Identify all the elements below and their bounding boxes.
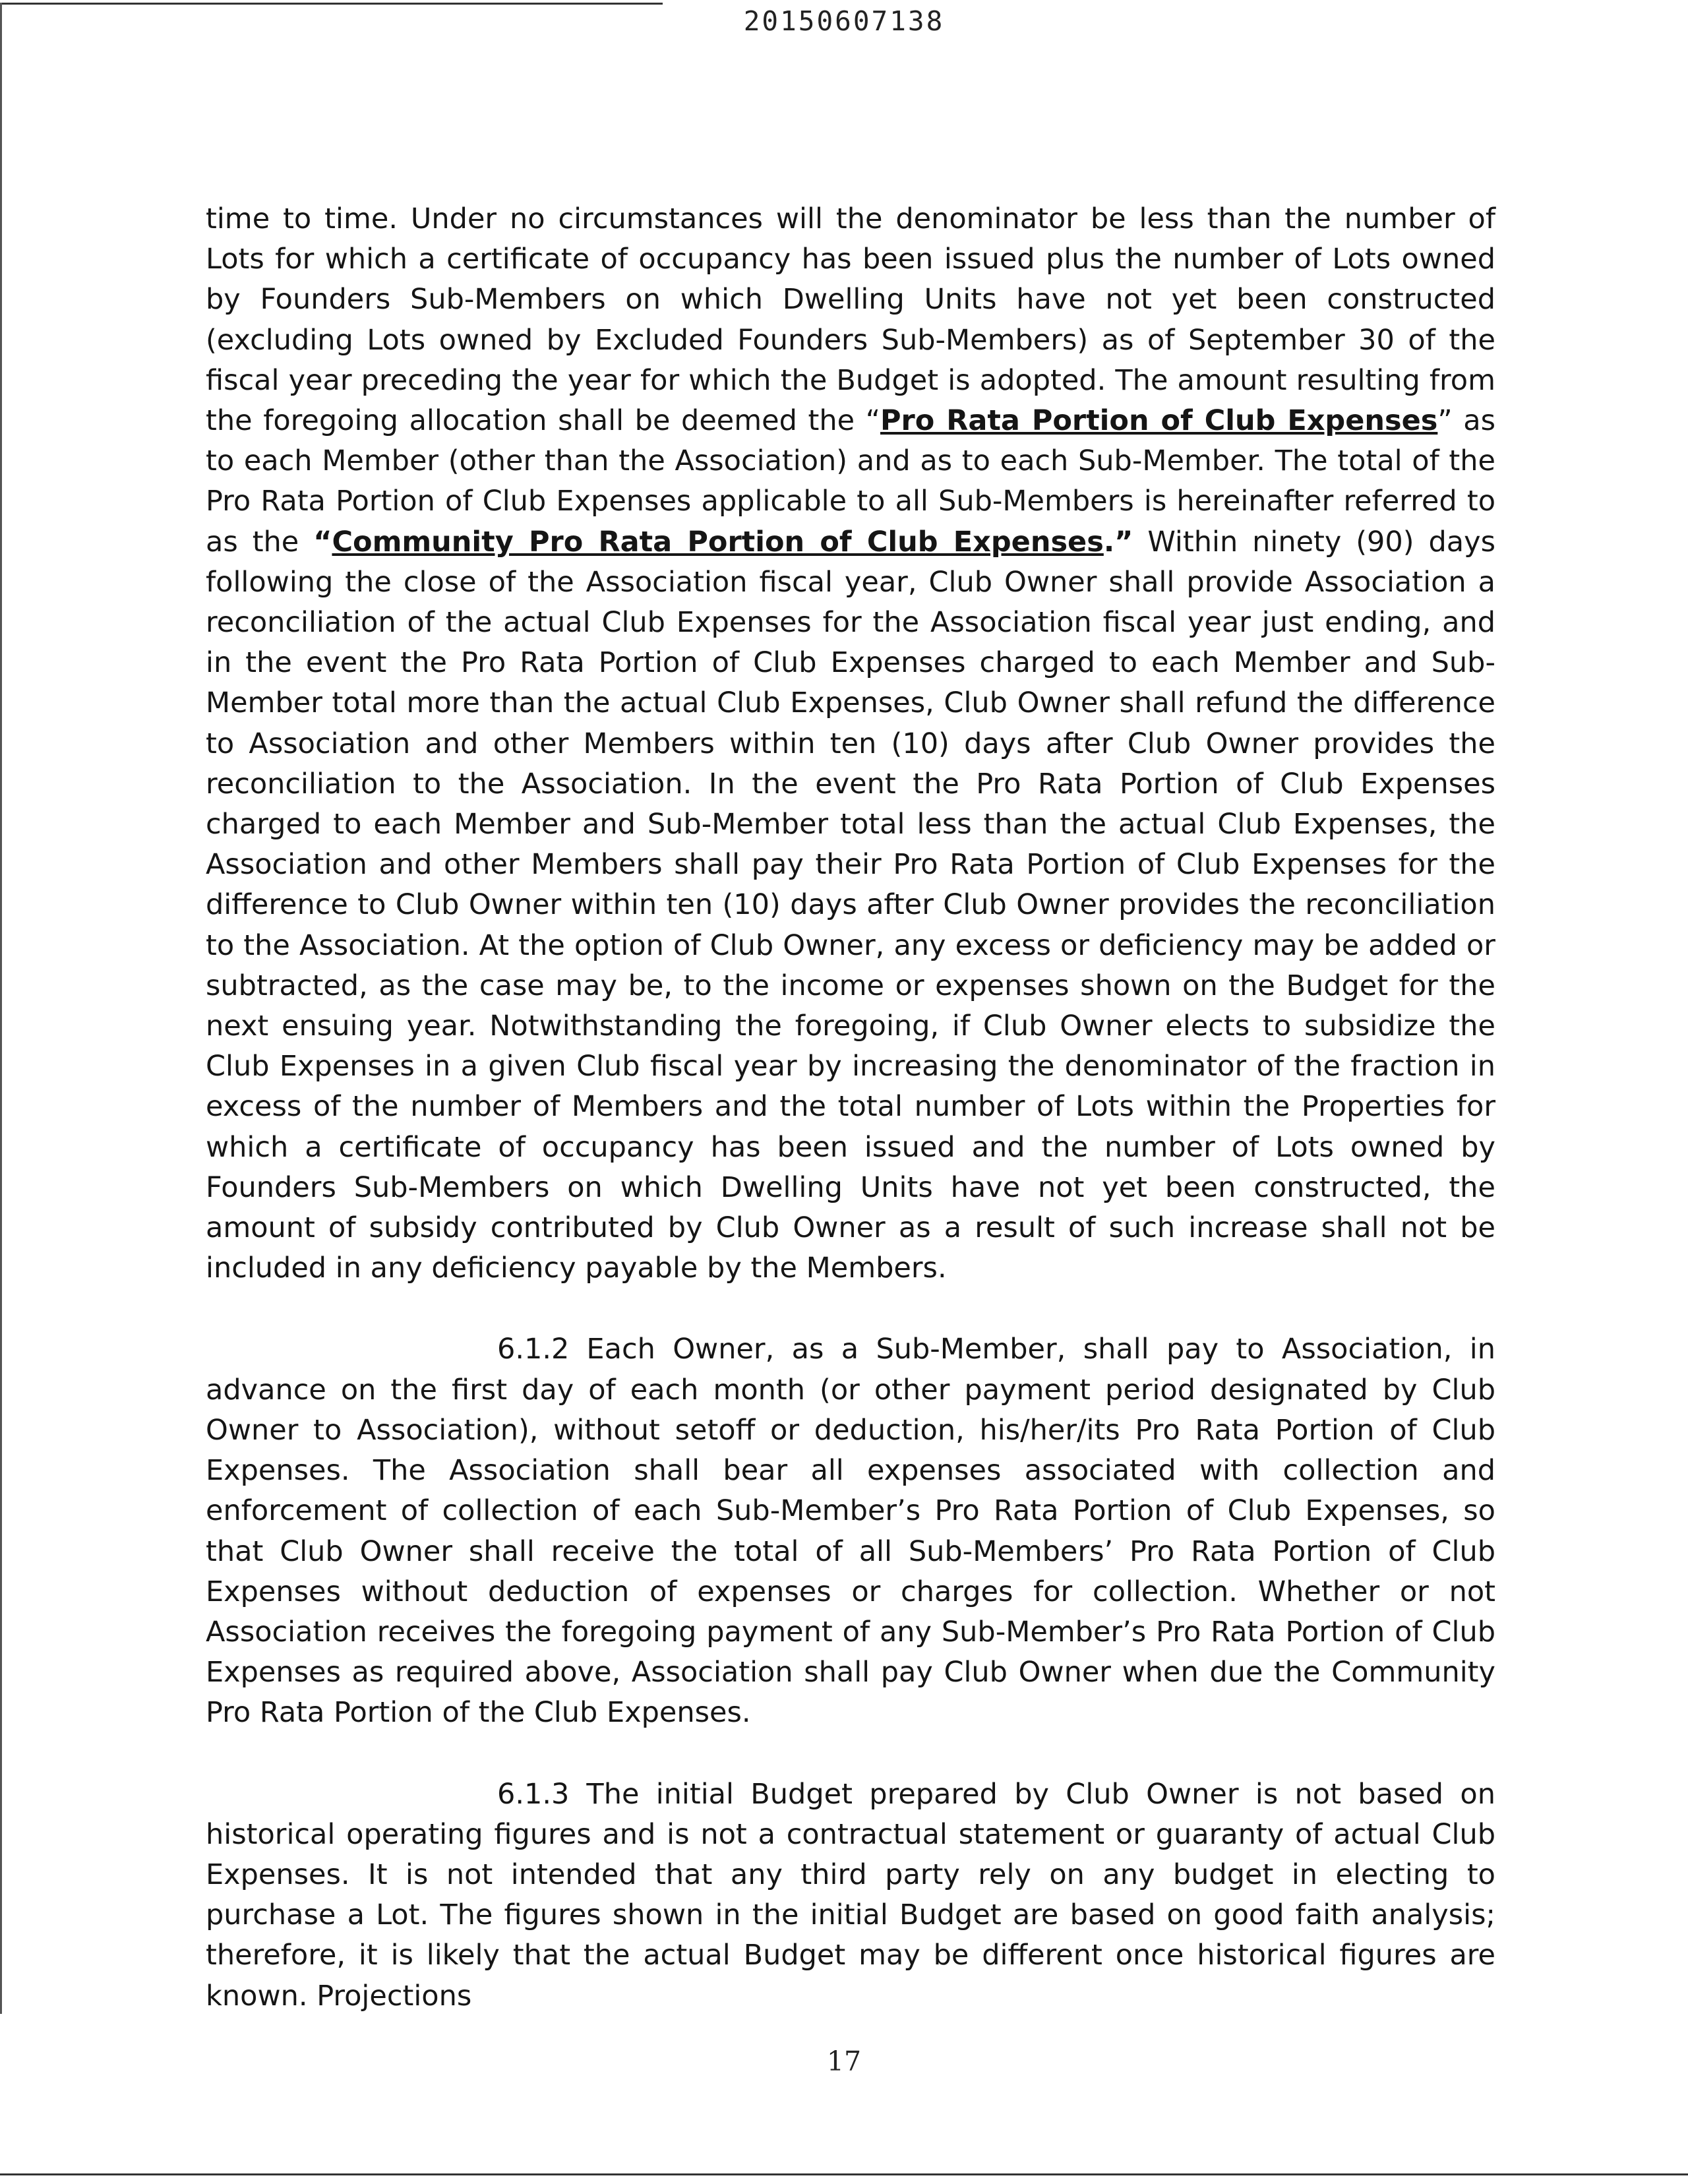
paragraph-text: Within ninety (90) days following the close of the Association fiscal year, Club Owner shall provide Association a reconciliation of the actual Club Expenses for the Association fiscal year just ending, and in the event the Pro Rata Portion of Club Expenses charged to each Member and Sub-Member total more than the actual Club Expenses, Club Owner shall refund the difference to Association and other Members within ten (10) days after Club Owner provides the reconciliation to the Association. In the event the Pro Rata Portion of Club Expenses charged to each Member and Sub-Member total less than the actual Club Expenses, the Association and other Members shall pay their Pro Rata Portion of Club Expenses for the difference to Club Owner within ten (10) days after Club Owner provides the reconciliation to the Association. At the option of Club Owner, any excess or deficiency may be added or subtracted, as the case may be, to the income or expenses shown on the Budget for the next ensuing year. Notwithstanding the foregoing, if Club Owner elects to subsidize the Club Expenses in a given Club fiscal year by increasing the denominator of the fraction in excess of the number of Members and the total number of Lots within the Properties for which a certificate of occupancy has been issued and the number of Lots owned by Founders Sub-Members on which Dwelling Units have not yet been constructed, the amount of subsidy contributed by Club Owner as a result of such increase shall not be included in any deficiency payable by the Members. (206, 525, 1495, 1285)
bottom-rule (0, 2173, 1688, 2175)
page-number: 17 (826, 2046, 862, 2077)
section-number: 6.1.3 (497, 1777, 570, 1811)
body-text (206, 199, 1495, 2017)
paragraph-text: The initial Budget prepared by Club Owner is not based on historical operating figures and is not a contractual statement or guaranty of actual Club Expenses. It is not intended that any third party rely on any budget in electing to purchase a Lot. The figures shown in the initial Budget are based on good faith analysis; therefore, it is likely that the actual Budget may be different once historical figures are known. Projections (206, 1777, 1495, 2013)
defined-term-open-quote: “ (313, 525, 332, 559)
top-rule (0, 3, 663, 5)
paragraph-text: time to time. Under no circumstances will the denominator be less than the number of Lots for which a certificate of occupancy has been issued plus the number of Lots owned by Founders Sub-Members on which Dwelling Units have not yet been constructed (excluding Lots owned by Excluded Founders Sub-Members) as of September 30 of the fiscal year preceding the year for which the Budget is adopted. The amount resulting from the foregoing allocation shall be deemed the “ (206, 202, 1495, 438)
paragraph-text: ” as to each Member (other than the Association) and as to each Sub-Member. The total of the Pro Rata Portion of Club Expenses applicable to all Sub-Members is hereinafter referred to as the (206, 404, 1496, 559)
section-6-1-3 (206, 1774, 1495, 2017)
section-6-1-2 (206, 1329, 1495, 1733)
paragraph-text: Each Owner, as a Sub-Member, shall pay to Association, in advance on the first day of each month (or other payment period designated by Club Owner to Association), without setoff or deduction, his/her/its Pro Rata Portion of Club Expenses. The Association shall bear all expenses associated with collection and enforcement of collection of each Sub-Member’s Pro Rata Portion of Club Expenses, so that Club Owner shall receive the total of all Sub-Members’ Pro Rata Portion of Club Expenses without deduction of expenses or charges for collection. Whether or not Association receives the foregoing payment of any Sub-Member’s Pro Rata Portion of Club Expenses as required above, Association shall pay Club Owner when due the Community Pro Rata Portion of the Club Expenses. (206, 1333, 1495, 1730)
document-number: 20150607138 (743, 5, 945, 37)
defined-term-pro-rata-portion: Pro Rata Portion of Club Expenses (880, 404, 1438, 438)
paragraph-continued (206, 199, 1495, 1289)
defined-term-community-pro-rata: Community Pro Rata Portion of Club Expenses (332, 525, 1104, 559)
defined-term-close-quote: .” (1103, 525, 1133, 559)
section-number: 6.1.2 (497, 1333, 570, 1366)
left-edge-line (0, 3, 2, 2014)
